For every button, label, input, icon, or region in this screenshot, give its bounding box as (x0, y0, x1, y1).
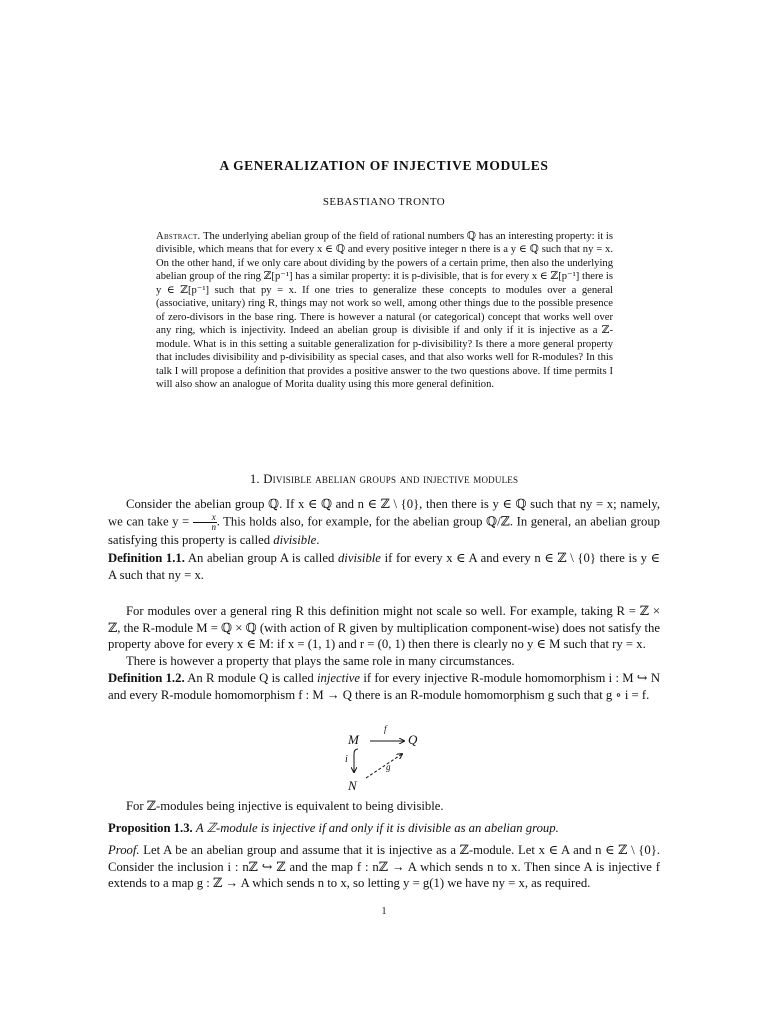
node-N: N (348, 778, 357, 793)
paragraph-4 (108, 798, 660, 815)
def12-text-a: An R module Q is called (187, 671, 314, 685)
page-number: 1 (381, 906, 387, 917)
p1-term-divisible: divisible (273, 532, 317, 547)
abstract-text: The underlying abelian group of the field of rational numbers ℚ has an interesting property: it is divisible, which means that for every x ∈ ℚ and every positive integer n there is a y ∈ ℚ such that ny = x. On the other hand, if we only care about dividing by the powers of a certain prime, then also the underlying abelian group of the ring ℤ[p⁻¹] has a similar property: it is p-divisible, that is for every x ∈ ℤ[p⁻¹] there is y ∈ ℤ[p⁻¹] such that py = x. If one tries to generalize these concepts to modules over a general (associative, unitary) ring R, things may not work so well, among other things due to the possible presence of zero-divisors in the base ring. There is however a natural (or categorical) concept that works well over any ring, which is injectivity. Indeed an abelian group is divisible if and only if it is injective as a ℤ-module. What is in this setting a suitable generalization for p-divisibility? Is there a more general property that includes divisibility and p-divisibility as special cases, and that also works well for R-modules? In this talk I will propose a definition that provides a positive answer to the two questions above. If time permits I will also show an analogue of Morita duality using this more general definition. (156, 231, 613, 390)
label-f: f (384, 724, 387, 734)
arrow-i (354, 749, 358, 772)
commutative-diagram (340, 724, 430, 798)
def12-term: injective (317, 671, 360, 685)
def11-term: divisible (337, 551, 381, 565)
p1-text-b: . This holds also, for example, for the abelian group ℚ/ℤ. In general, an abelian group satisfying this property is called (108, 514, 661, 547)
paragraph-1 (108, 496, 660, 548)
prop13-text: A ℤ-module is injective if and only if it is divisible as an abelian group. (195, 821, 559, 835)
def12-text-b: if for every injective R-module homomorphism i : M ↪ N and every R-module homomorphism f : M → Q there is an R-module homomorphism g such that g ∘ i = f. (108, 671, 660, 702)
node-Q: Q (408, 732, 418, 747)
p1-text-d: . (316, 532, 320, 547)
proposition-1-3 (108, 820, 660, 837)
def11-label: Definition 1.1. (108, 551, 185, 565)
author-name: SEBASTIANO TRONTO (322, 196, 446, 208)
def11-text-a: An abelian group A is called (187, 551, 335, 565)
def11-text-b: if for every x ∈ A and every n ∈ ℤ \ {0} there is y ∈ A such that ny = x. (108, 551, 661, 582)
proof (108, 842, 660, 892)
definition-1-1 (108, 550, 660, 583)
arrow-g (366, 754, 402, 778)
node-M: M (348, 732, 359, 747)
section-number: 1. (249, 472, 260, 486)
fraction-x-over-n (193, 513, 217, 532)
label-i: i (345, 754, 348, 765)
def12-label: Definition 1.2. (108, 671, 185, 685)
p2-text: For modules over a general ring R this definition might not scale so well. For example, taking R = ℤ × ℤ, the R-module M = ℚ × ℚ (with action of R given by multiplication component-wise) does not satisfy the property above for every x ∈ M: if x = (1, 1) and r = (0, 1) then there is clearly no y ∈ M such that ry = x. (108, 604, 660, 652)
prop13-label: Proposition 1.3. (108, 821, 193, 835)
section-title-text: Divisible abelian groups and injective modules (263, 472, 519, 486)
frac-numerator: x (193, 513, 217, 523)
proof-text: Let A be an abelian group and assume that it is injective as a ℤ-module. Let x ∈ A and n ∈ ℤ \ {0}. Consider the inclusion i : nℤ ↪ ℤ and the map f : nℤ → A which sends n to x. Then since A is injective f extends to a map g : ℤ → A which sends n to x, so letting y = g(1) we have ny = x, as required. (108, 843, 660, 891)
p4-text: For ℤ-modules being injective is equivalent to being divisible. (126, 799, 444, 813)
label-g: g (386, 762, 391, 772)
paragraph-2 (108, 603, 660, 669)
proof-label: Proof. (108, 843, 140, 857)
definition-1-2 (108, 670, 660, 703)
abstract-label: Abstract. (156, 231, 201, 242)
p1-text-a: Consider the abelian group ℚ. If x ∈ ℚ and n ∈ ℤ \ {0}, then there is y ∈ ℚ such that ny = x; namely, we can take y = (108, 497, 660, 529)
paper-title: A GENERALIZATION OF INJECTIVE MODULES (219, 158, 549, 173)
p3-text: There is however a property that plays the same role in many circumstances. (126, 653, 515, 668)
abstract (156, 230, 613, 391)
frac-denominator: n (211, 521, 216, 532)
section-heading (0, 472, 768, 487)
